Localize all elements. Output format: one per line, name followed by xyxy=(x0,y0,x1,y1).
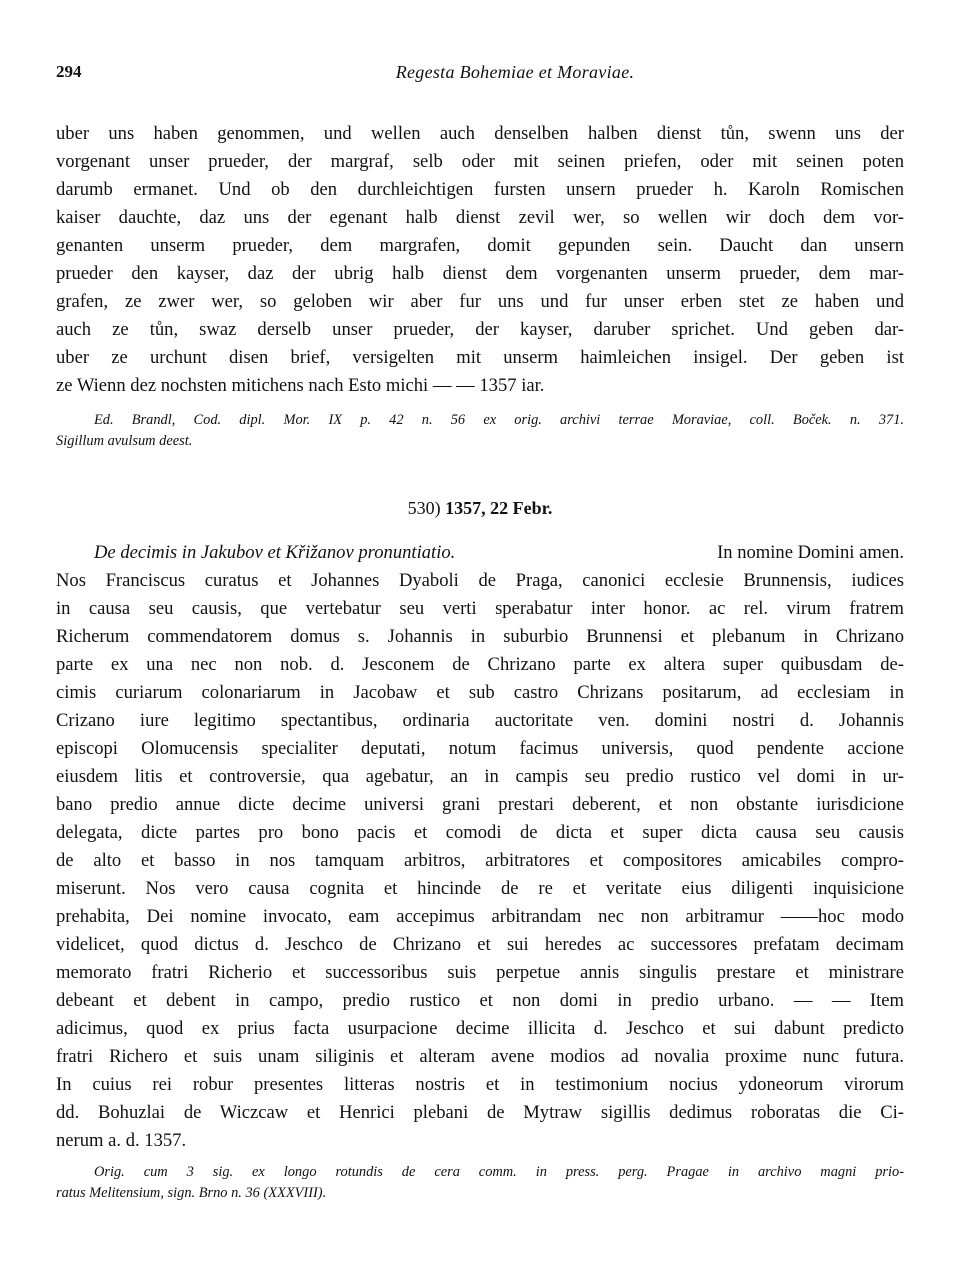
text-line: uber ze urchunt disen brief, versigelten mit unserm haimleichen insigel. Der geben ist xyxy=(56,347,904,368)
document-first-line xyxy=(56,539,904,567)
page-header xyxy=(56,62,904,92)
text-line: episcopi Olomucensis specialiter deputati, notum facimus universis, quod pendente accione xyxy=(56,738,904,759)
footnote-original xyxy=(56,1162,904,1204)
document-date: 1357, 22 Febr. xyxy=(445,498,553,518)
document-heading xyxy=(0,498,960,519)
text-line: Richerum commendatorem domus s. Johannis in suburbio Brunnensi et plebanum in Chrizano xyxy=(56,626,904,647)
text-line: grafen, ze zwer wer, so geloben wir aber fur uns und fur unser erben stet ze haben und xyxy=(56,291,904,312)
text-line: Nos Franciscus curatus et Johannes Dyaboli de Praga, canonici ecclesie Brunnensis, iudices xyxy=(56,570,904,591)
running-title: Regesta Bohemiae et Moraviae. xyxy=(395,62,635,82)
continuation-text xyxy=(56,120,904,400)
text-line: dd. Bohuzlai de Wiczcaw et Henrici plebani de Mytraw sigillis dedimus roboratas die Ci- xyxy=(56,1102,904,1123)
footnote-edition xyxy=(56,410,904,452)
document-number: 530) xyxy=(407,498,441,518)
text-line: miserunt. Nos vero causa cognita et hincinde de re et veritate eius diligenti inquisicione xyxy=(56,878,904,899)
text-line: adicimus, quod ex prius facta usurpacione decime illicita d. Jeschco et sui dabunt predicto xyxy=(56,1018,904,1039)
footnote-line: Sigillum avulsum deest. xyxy=(56,433,193,449)
regest: De decimis in Jakubov et Křižanov pronuntiatio. xyxy=(94,542,456,563)
text-line: cimis curiarum colonariarum in Jacobaw et sub castro Chrizans positarum, ad ecclesiam in xyxy=(56,682,904,703)
text-line: kaiser dauchte, daz uns der egenant halb dienst zevil wer, so wellen wir doch dem vor- xyxy=(56,207,904,228)
text-line: ze Wienn dez nochsten mitichens nach Esto michi — — 1357 iar. xyxy=(56,375,545,396)
text-line: fratri Richero et suis unam siliginis et alteram avene modios ad novalia proxime nunc futura. xyxy=(56,1046,904,1067)
text-line: auch ze tůn, swaz derselb unser prueder, der kayser, daruber sprichet. Und geben dar- xyxy=(56,319,904,340)
page-number: 294 xyxy=(56,62,82,81)
text-line: prueder den kayser, daz der ubrig halb dienst dem vorgenanten unserm prueder, dem mar- xyxy=(56,263,904,284)
text-line: delegata, dicte partes pro bono pacis et comodi de dicta et super dicta causa seu causis xyxy=(56,822,904,843)
text-line: uber uns haben genommen, und wellen auch denselben halben dienst tůn, swenn uns der xyxy=(56,123,904,144)
footnote-line: ratus Melitensium, sign. Brno n. 36 (XXXVIII). xyxy=(56,1185,327,1201)
text-line: parte ex una nec non nob. d. Jesconem de Chrizano parte ex altera super quibusdam de- xyxy=(56,654,904,675)
text-line: memorato fratri Richerio et successoribus suis perpetue annis singulis prestare et ministrare xyxy=(56,962,904,983)
footnote-line: Ed. Brandl, Cod. dipl. Mor. IX p. 42 n. 56 ex orig. archivi terrae Moraviae, coll. Boček. n. 371. xyxy=(94,412,904,428)
text-line: prehabita, Dei nomine invocato, eam accepimus arbitrandam nec non arbitramur ——hoc modo xyxy=(56,906,904,927)
text-line: debeant et debent in campo, predio rustico et non domi in predio urbano. — — Item xyxy=(56,990,904,1011)
text-line: eiusdem litis et controversie, qua agebatur, an in campis seu predio rustico vel domi in ur- xyxy=(56,766,904,787)
text-line: In cuius rei robur presentes litteras nostris et in testimonium nocius ydoneorum virorum xyxy=(56,1074,904,1095)
text-line: de alto et basso in nos tamquam arbitros, arbitratores et compositores amicabiles compro- xyxy=(56,850,904,871)
document-text xyxy=(56,539,904,1155)
text-line: genanten unserm prueder, dem margrafen, domit gepunden sein. Daucht dan unsern xyxy=(56,235,904,256)
text-line: nerum a. d. 1357. xyxy=(56,1130,187,1151)
invocation: In nomine Domini amen. xyxy=(717,542,904,563)
text-line: bano predio annue dicte decime universi grani prestari deberent, et non obstante iurisdicione xyxy=(56,794,904,815)
text-line: videlicet, quod dictus d. Jeschco de Chrizano et sui heredes ac successores prefatam decimam xyxy=(56,934,904,955)
text-line: in causa seu causis, que vertebatur seu verti sperabatur inter honor. ac rel. virum fratrem xyxy=(56,598,904,619)
text-line: darumb ermanet. Und ob den durchleichtigen fursten unsern prueder h. Karoln Romischen xyxy=(56,179,904,200)
text-line: Crizano iure legitimo spectantibus, ordinaria auctoritate ven. domini nostri d. Johannis xyxy=(56,710,904,731)
footnote-line: Orig. cum 3 sig. ex longo rotundis de cera comm. in press. perg. Pragae in archivo magni prio- xyxy=(94,1164,904,1180)
text-line: vorgenant unser prueder, der margraf, selb oder mit seinen priefen, oder mit seinen poten xyxy=(56,151,904,172)
